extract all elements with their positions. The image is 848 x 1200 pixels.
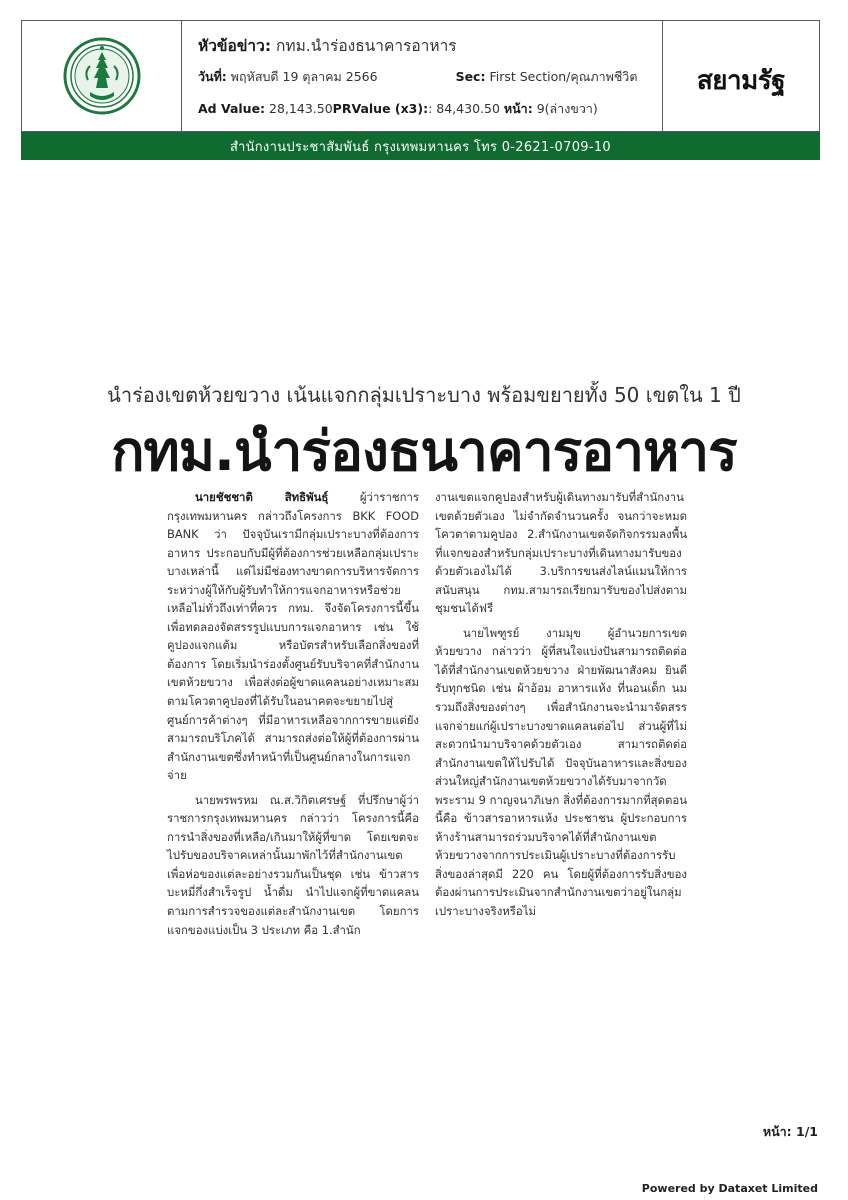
publication-cell bbox=[662, 21, 819, 131]
ad-value-label: Ad Value: bbox=[198, 101, 266, 116]
clip-metadata bbox=[182, 21, 662, 131]
paragraph: นายไพฑูรย์ งามมุข ผู้อำนวยการเขตห้วยขวาง กล่าวว่า ผู้ที่สนใจแบ่งปันสามารถติดต่อได้ที่สำนักงานเขตห้วยขวาง ฝ่ายพัฒนาสังคม ยินดีรับทุกชนิด เช่น ผ้าอ้อม อาหารแห้ง ที่นอนเด็ก นม รวมถึงสิ่งของต่างๆ เพื่อสำนักงานจะนำมาจัดสรรแจกจ่ายแก่ผู้เปราะบางขาดแคลนต่อไป ส่วนผู้ที่ไม่สะดวกนำมาบริจาคด้วยตัวเอง สามารถติดต่อสำนักงานเขตให้ไปรับได้ ปัจจุบันอาหารและสิ่งของส่วนใหญ่สำนักงานเขตห้วยขวางได้รับมาจากวัดพระราม 9 กาญจนาภิเษก สิ่งที่ต้องการมากที่สุดตอนนี้คือ ข้าวสารอาหารแห้ง ประชาชน ผู้ประกอบการ ห้างร้านสามารถร่วมบริจาคได้ที่สำนักงานเขตห้วยขวางจากการประเมินผู้เปราะบางที่ต้องการรับสิ่งของล่าสุดมี 220 คน โดยผู้ที่ต้องการรับสิ่งของต้องผ่านการประเมินจากสำนักงานเขตว่าอยู่ในกลุ่มเปราะบางจริงหรือไม่ bbox=[435, 625, 687, 919]
page-number: หน้า: 1/1 bbox=[762, 1124, 818, 1139]
section-value: First Section/คุณภาพชีวิต bbox=[489, 69, 638, 84]
pr-value: 84,430.50 bbox=[436, 101, 500, 116]
logo-cell bbox=[22, 21, 182, 131]
date-row bbox=[198, 67, 654, 99]
value-row: Ad Value: 28,143.50 PRValue (x3): : 84,430.50 หน้า: 9(ล่างขวา) bbox=[198, 99, 654, 131]
article-kicker: นำร่องเขตห้วยขวาง เน้นแจกกลุ่มเปราะบาง พร้อมขยายทั้ง 50 เขตใน 1 ปี bbox=[107, 383, 741, 407]
paragraph bbox=[167, 488, 419, 785]
page-label: หน้า: bbox=[503, 101, 533, 116]
publication-name: สยามรัฐ bbox=[696, 65, 786, 96]
title-label: หัวข้อข่าว: bbox=[198, 37, 272, 55]
paragraph: นายพรพรหม ณ.ส.วิกิตเศรษฐ์ ที่ปรึกษาผู้ว่าราชการกรุงเทพมหานคร กล่าวว่า โครงการนี้คือการนำสิ่งของที่เหลือ/เกินมาให้ผู้ที่ขาด โดยเขตจะไปรับของบริจาคเหล่านั้นมาพักไว้ที่สำนักงานเขต เพื่อห่อของแต่ละอย่างรวมกันเป็นชุด เช่น ข้าวสาร บะหมี่กึ่งสำเร็จรูป น้ำดื่ม นำไปแจกผู้ที่ขาดแคลนตามการสำรวจของแต่ละสำนักงานเขต โดยการแจกของแบ่งเป็น 3 ประเภท คือ 1.สำนัก bbox=[167, 792, 419, 937]
powered-by: Powered by Dataxet Limited bbox=[641, 1182, 818, 1195]
paragraph-text: ผู้ว่าราชการกรุงเทพมหานคร กล่าวถึงโครงการ BKK FOOD BANK ว่า ปัจจุบันเรามีกลุ่มเปราะบางที่ต้องการอาหาร ประกอบกับมีผู้ที่ต้องการช่วยเหลือกลุ่มเปราะบางเหล่านี้ แต่ไม่มีช่องทางขาดการบริหารจัดการระหว่างผู้ให้กับผู้รับทำให้การแจกอาหารหรือช่วยเหลือไม่ทั่วถึงเท่าที่ควร กทม. จึงจัดโครงการนี้ขึ้นเพื่อทดลองจัดสรรรูปแบบการแจกอาหาร เช่น ใช้คูปองแจกแต้ม หรือบัตรสำหรับเลือกสิ่งของที่ต้องการ โดยเริ่มนำร่องตั้งศูนย์รับบริจาคที่สำนักงานเขตห้วยขวาง เพื่อส่งต่อผู้ขาดแคลนอย่างเหมาะสม ตามโควตาคูปองที่ได้รับในอนาคตจะขยายไปสู่ศูนย์การค้าต่างๆ ที่มีอาหารเหลือจากการขายแต่ยังสามารถบริโภคได้ สามารถส่งต่อให้ผู้ที่ต้องการผ่านสำนักงานเขตซึ่งทำหน้าที่เป็นศูนย์กลางในการแจกจ่าย bbox=[167, 490, 419, 783]
lead-name: นายชัชชาติ สิทธิพันธุ์ bbox=[195, 490, 329, 504]
pr-office-banner bbox=[21, 132, 820, 160]
section-label: Sec: bbox=[455, 69, 486, 84]
ad-value: 28,143.50 bbox=[269, 101, 333, 116]
article-headline: กทม.นำร่องธนาคารอาหาร bbox=[111, 419, 737, 483]
bma-seal-icon bbox=[62, 36, 142, 116]
pr-value-label: PRValue (x3): bbox=[332, 101, 429, 116]
page-value: 9(ล่างขวา) bbox=[536, 101, 598, 116]
banner-text: สำนักงานประชาสัมพันธ์ กรุงเทพมหานคร โทร 0-2621-0709-10 bbox=[230, 139, 611, 155]
article-column-right bbox=[435, 488, 687, 927]
date-label: วันที่: bbox=[198, 69, 227, 84]
date-value: พฤหัสบดี 19 ตุลาคม 2566 bbox=[230, 69, 378, 84]
headline-row bbox=[198, 33, 654, 67]
paragraph: งานเขตแจกคูปองสำหรับผู้เดินทางมารับที่สำนักงานเขตด้วยตัวเอง ไม่จำกัดจำนวนครั้ง จนกว่าจะหมดโควตาตามคูปอง 2.สำนักงานเขตจัดกิจกรรมลงพื้นที่แจกของสำหรับกลุ่มเปราะบางที่เดินทางมารับของด้วยตัวเองไม่ได้ 3.บริการขนส่งไลน์แมนให้การสนับสนุน กทม.สามารถเรียกมารับของไปส่งตามชุมชนได้ฟรี bbox=[435, 490, 687, 616]
title-value: กทม.นำร่องธนาคารอาหาร bbox=[275, 37, 457, 55]
article-column-left bbox=[167, 488, 419, 945]
clipping-header bbox=[21, 20, 820, 132]
